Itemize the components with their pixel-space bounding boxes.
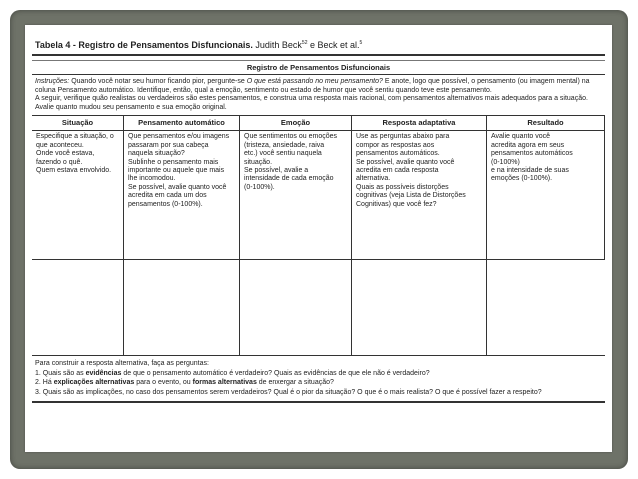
column-header: Situação bbox=[32, 116, 124, 131]
q1-text-a: 1. Quais são as bbox=[35, 369, 86, 377]
description-line: acredita em cada um dos bbox=[128, 192, 207, 200]
title-ref-1: 52 bbox=[301, 40, 308, 46]
title-ref-2: 5 bbox=[359, 40, 363, 46]
instructions-text-2: E anote, logo que possível, o pensamento (ou imagem mental) na coluna Pensamento automático. Identifique, então, qual a emoção, sentimento ou estado de humor que você sentiu quando teve este pensamento. bbox=[35, 78, 590, 94]
description-line: acredita agora em seus bbox=[491, 141, 565, 149]
description-line: Avalie quanto você bbox=[491, 133, 551, 141]
description-line: pensamentos (0-100%). bbox=[128, 200, 203, 208]
description-line: Cognitivas) que você fez? bbox=[356, 200, 437, 208]
column-description bbox=[240, 131, 352, 259]
instructions-question: O que está passando no meu pensamento? bbox=[246, 78, 383, 86]
footer-question-2 bbox=[35, 379, 602, 387]
description-line: Quem estava envolvido. bbox=[36, 167, 112, 175]
instructions bbox=[32, 75, 605, 116]
description-line: pensamentos automáticos bbox=[491, 150, 573, 158]
description-line: lhe incomodou. bbox=[128, 175, 176, 183]
column-header: Pensamento automático bbox=[124, 116, 240, 131]
entry-cell[interactable] bbox=[240, 259, 352, 355]
q2-text-a: 2. Há bbox=[35, 379, 54, 387]
q1-bold: evidências bbox=[85, 369, 122, 377]
column-header: Resposta adaptativa bbox=[352, 116, 487, 131]
description-line: Se possível, avalie quanto você bbox=[128, 183, 227, 191]
description-line: (0-100%). bbox=[244, 183, 275, 191]
questions-footer bbox=[32, 356, 605, 403]
description-line: que aconteceu. bbox=[36, 141, 84, 149]
description-line: Que sentimentos ou emoções bbox=[244, 133, 337, 141]
description-line: emoções (0-100%). bbox=[491, 175, 553, 183]
entry-cell[interactable] bbox=[352, 259, 487, 355]
description-line: Quais as possíveis distorções bbox=[356, 183, 449, 191]
description-line: naquela situação? bbox=[128, 150, 185, 158]
footer-question-3: 3. Quais são as implicações, no caso dos pensamentos serem verdadeiros? Qual é o pior da situação? O que é o mais realista? O que é possível fazer a respeito? bbox=[35, 388, 542, 396]
title-author-1: Judith Beck bbox=[252, 40, 302, 50]
description-line: cognitivas (veja Lista de Distorções bbox=[356, 192, 466, 200]
entry-cell[interactable] bbox=[124, 259, 240, 355]
description-line: pensamentos automáticos. bbox=[356, 150, 440, 158]
description-line: intensidade de cada emoção bbox=[244, 175, 334, 183]
description-line: Sublinhe o pensamento mais bbox=[128, 158, 219, 166]
instructions-line-3: Avalie quanto mudou seu pensamento e sua emoção original. bbox=[35, 103, 227, 111]
entry-cell[interactable] bbox=[487, 259, 605, 355]
description-line: Use as perguntas abaixo para bbox=[356, 133, 450, 141]
document-sheet bbox=[25, 25, 612, 452]
instructions-line-2: A seguir, verifique quão realistas ou verdadeiros são estes pensamentos, e construa uma resposta mais racional, com pensamentos alternativos mais adequados para a situação. bbox=[35, 95, 588, 103]
footer-intro: Para construir a resposta alternativa, faça as perguntas: bbox=[35, 360, 209, 368]
column-header: Resultado bbox=[487, 116, 605, 131]
description-line: e na intensidade de suas bbox=[491, 167, 569, 175]
description-line: situação. bbox=[244, 158, 273, 166]
column-description bbox=[352, 131, 487, 259]
record-grid bbox=[32, 116, 605, 356]
footer-question-1 bbox=[35, 370, 602, 378]
description-line: Especifique a situação, o bbox=[36, 133, 114, 141]
column-header: Emoção bbox=[240, 116, 352, 131]
description-line: acredita em cada resposta bbox=[356, 167, 439, 175]
q2-text-e: de enxergar a situação? bbox=[256, 379, 334, 387]
q2-bold-d: formas alternativas bbox=[192, 379, 257, 387]
description-line: (0-100%) bbox=[491, 158, 520, 166]
entry-cell[interactable] bbox=[32, 259, 124, 355]
title-bold: Tabela 4 - Registro de Pensamentos Disfuncionais. bbox=[35, 40, 253, 50]
instructions-line-1 bbox=[35, 78, 602, 95]
column-description bbox=[487, 131, 605, 259]
description-line: importante ou aquele que mais bbox=[128, 167, 225, 175]
q1-text-c: de que o pensamento automático é verdadeiro? Quais as evidências de que ele não é verdadeiro? bbox=[121, 369, 430, 377]
description-line: (tristeza, ansiedade, raiva bbox=[244, 141, 325, 149]
q2-text-c: para o evento, ou bbox=[134, 379, 193, 387]
column-description bbox=[32, 131, 124, 259]
description-line: Se possível, avalie a bbox=[244, 167, 309, 175]
form-header: Registro de Pensamentos Disfuncionais bbox=[32, 60, 605, 75]
instructions-label: Instruções: bbox=[35, 78, 70, 86]
description-line: etc.) você sentiu naquela bbox=[244, 150, 322, 158]
thought-record-table bbox=[32, 40, 605, 403]
description-line: compor as respostas aos bbox=[356, 141, 435, 149]
title-author-2: e Beck et al. bbox=[307, 40, 360, 50]
description-line: Que pensamentos e/ou imagens bbox=[128, 133, 230, 141]
column-description bbox=[124, 131, 240, 259]
description-line: alternativa. bbox=[356, 175, 391, 183]
description-line: Se possível, avalie quanto você bbox=[356, 158, 455, 166]
description-line: passaram por sua cabeça bbox=[128, 141, 209, 149]
description-line: fazendo o quê. bbox=[36, 158, 83, 166]
instructions-text-1: Quando você notar seu humor ficando pior, pergunte-se bbox=[69, 78, 247, 86]
table-title bbox=[32, 40, 605, 56]
q2-bold-b: explicações alternativas bbox=[53, 379, 135, 387]
description-line: Onde você estava, bbox=[36, 150, 95, 158]
